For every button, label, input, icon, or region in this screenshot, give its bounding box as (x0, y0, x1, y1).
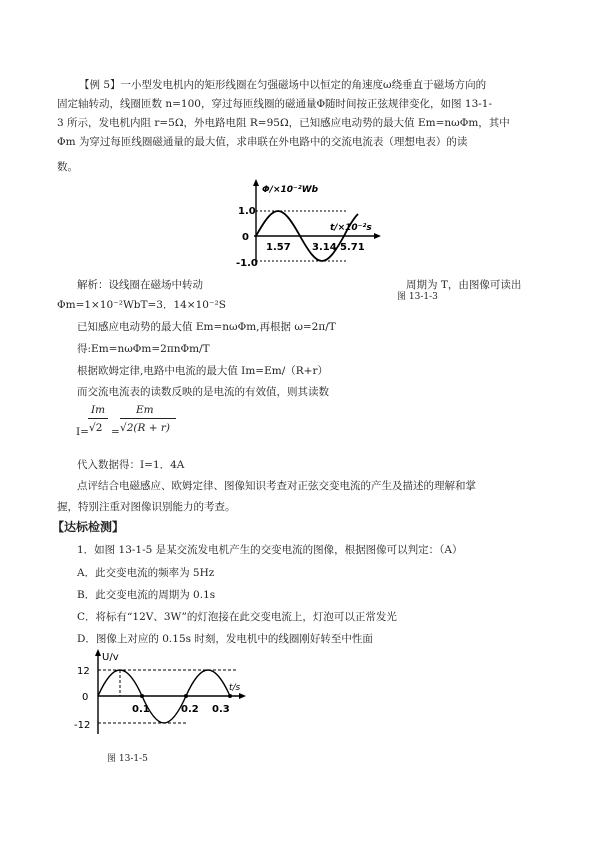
flux-figure-caption: 图 13-1-3 (397, 292, 438, 302)
formula-den-2: √2(R + r) (120, 422, 170, 434)
example-line-4: Φm 为穿过每匝线圈磁通量的最大值，求串联在外电路中的交流电流表（理想电表）的读 (57, 136, 468, 148)
flux-origin: 0 (242, 232, 249, 243)
question-1-option-b: B．此交变电流的周期为 0.1s (77, 589, 216, 601)
flux-xtick-2: 3.14 (312, 242, 337, 253)
question-1-stem: 1．如图 13-1-5 是某交流发电机产生的交变电流的图像，根据图像可以判定：（A） (77, 544, 463, 556)
solution-line-1-right: 周期为 T，由图像可读出 (406, 279, 522, 291)
voltage-x-arrow (239, 693, 246, 699)
solution-line-1-left: 解析：设线圈在磁场中转动 (77, 279, 203, 291)
formula-num-2: Em (136, 404, 154, 416)
flux-ylabel: Φ/×10⁻²Wb (262, 185, 319, 195)
voltage-xtick-dot-3 (228, 694, 232, 698)
voltage-y-arrow (95, 649, 101, 656)
voltage-origin: 0 (82, 692, 89, 703)
formula-bar-1 (88, 418, 108, 419)
question-1-option-c: C．将标有“12V、3W”的灯泡接在此交变电流上，灯泡可以正常发光 (77, 611, 397, 623)
voltage-xtick-1: 0.1 (132, 704, 150, 715)
question-1-option-d: D．图像上对应的 0.15s 时刻，发电机中的线圈刚好转至中性面 (77, 633, 373, 645)
solution-comment-2: 握，特别注重对图像识别能力的考查。 (57, 501, 236, 513)
example-line-5: 数。 (57, 161, 78, 173)
solution-comment-1: 点评结合电磁感应、欧姆定律、图像知识考查对正弦交变电流的产生及描述的理解和掌 (77, 480, 476, 492)
flux-ytick-pos: 1.0 (238, 206, 256, 217)
formula-prefix: I= (76, 426, 89, 438)
voltage-ytick-neg: -12 (74, 720, 91, 731)
example-line-2: 固定轴转动，线圈匝数 n=100，穿过每匝线圈的磁通量Φ随时间按正弦规律变化，如图 13-1- (57, 98, 493, 110)
voltage-xtick-dot-1 (140, 694, 144, 698)
flux-graph (228, 178, 390, 274)
formula-eq: = (111, 426, 120, 438)
example-line-1: 【例 5】一小型发电机内的矩形线圈在匀强磁场中以恒定的角速度ω绕垂直于磁场方向的 (79, 79, 487, 91)
voltage-ytick-pos: 12 (77, 666, 90, 677)
voltage-ylabel: U/v (102, 652, 119, 663)
solution-line-2: Φm=1×10⁻²WbT=3．14×10⁻²S (57, 299, 226, 311)
solution-line-4: 得:Em=nωΦm=2πnΦm/T (77, 343, 210, 355)
voltage-xtick-3: 0.3 (212, 704, 230, 715)
flux-x-arrow (374, 233, 381, 239)
flux-ytick-neg: -1.0 (236, 258, 258, 269)
example-line-3: 3 所示，发电机内阻 r=5Ω，外电路电阻 R=95Ω，已知感应电动势的最大值 Em=nωΦm，其中 (57, 117, 510, 129)
voltage-xtick-2: 0.2 (181, 704, 199, 715)
flux-xtick-1: 1.57 (266, 242, 291, 253)
formula-num-1: Im (91, 404, 106, 416)
flux-y-arrow (253, 179, 259, 186)
solution-line-5: 根据欧姆定律,电路中电流的最大值 Im=Em/（R+r） (77, 365, 328, 377)
formula-den-1: √2 (89, 422, 103, 434)
formula-bar-2 (120, 418, 176, 419)
voltage-graph (70, 648, 250, 740)
section-title: 【达标检测】 (52, 520, 125, 534)
solution-line-6: 而交流电流表的读数反映的是电流的有效值，则其读数 (77, 386, 329, 398)
voltage-xlabel: t/s (229, 683, 241, 693)
current-formula (76, 404, 186, 444)
question-1-option-a: A．此交变电流的频率为 5Hz (77, 567, 215, 579)
solution-result: 代入数据得：I=1．4A (77, 459, 185, 471)
solution-line-3: 已知感应电动势的最大值 Em=nωΦm,再根据 ω=2π/T (77, 321, 336, 333)
voltage-xtick-dot-2 (184, 694, 188, 698)
flux-xtick-3: 5.71 (340, 242, 365, 253)
flux-xlabel: t/×10⁻²s (330, 223, 372, 233)
voltage-figure-caption: 图 13-1-5 (107, 754, 148, 764)
